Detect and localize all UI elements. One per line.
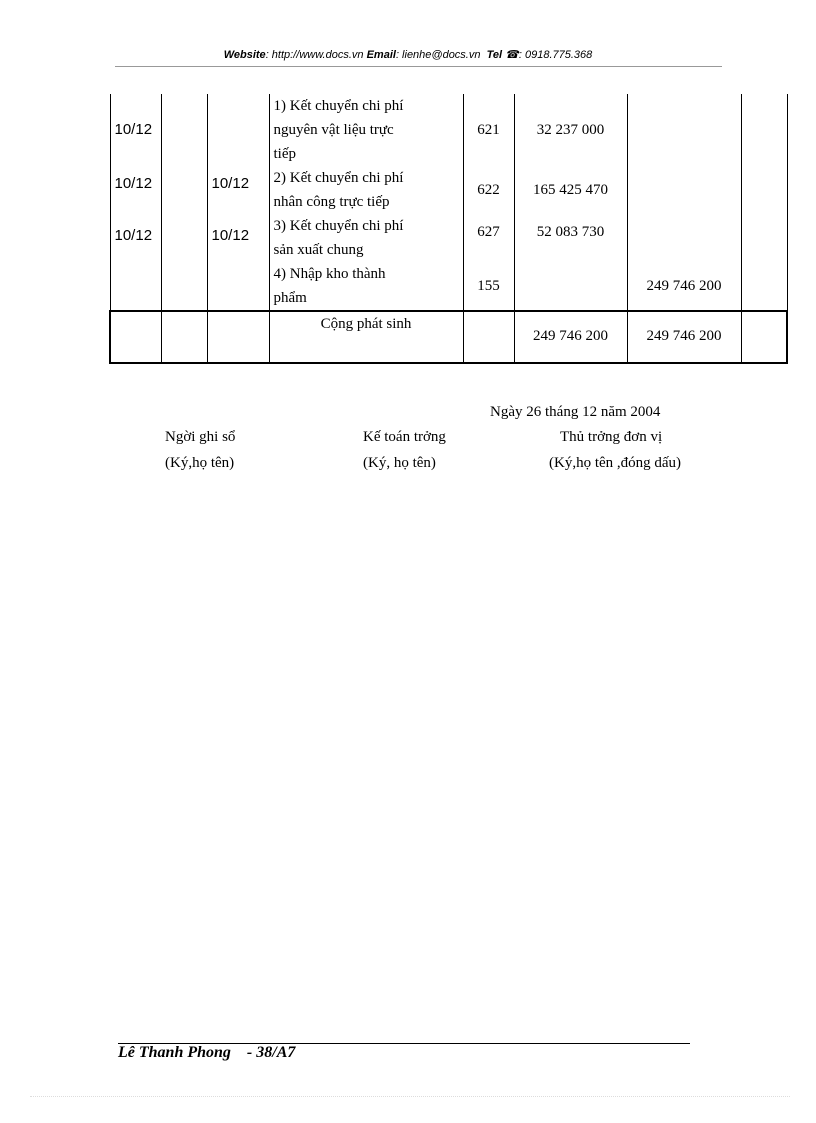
signer-note-recorder: (Ký,họ tên): [165, 455, 235, 471]
date-cell: 10/12: [110, 214, 161, 262]
credit-cell: [627, 214, 741, 262]
credit-cell: [627, 94, 741, 166]
bottom-border: [30, 1096, 790, 1097]
account-cell: 622: [463, 166, 514, 214]
signer-note-head: (Ký,họ tên ,đóng dấu): [549, 455, 682, 471]
total-debit: 249 746 200: [514, 311, 627, 363]
website-url[interactable]: : http://www.docs.vn: [265, 49, 364, 61]
doc-number-cell: [161, 214, 207, 262]
date-cell: [110, 262, 161, 311]
doc-date-cell: 10/12: [207, 166, 269, 214]
website-label: Website: [223, 49, 266, 61]
debit-cell: 52 083 730: [514, 214, 627, 262]
credit-cell: [627, 166, 741, 214]
signer-note-chief-accountant: (Ký, họ tên): [363, 455, 436, 471]
tel-number: : 0918.775.368: [518, 49, 593, 61]
signer-role-head: Thủ trởng đơn vị: [560, 429, 663, 445]
debit-cell: [514, 262, 627, 311]
signer-role-recorder: Ngời ghi sổ: [165, 429, 236, 445]
total-row: [110, 311, 787, 363]
total-credit: 249 746 200: [627, 311, 741, 363]
signature-date: Ngày 26 tháng 12 năm 2004: [490, 404, 661, 420]
note-cell: [741, 262, 787, 311]
email-address[interactable]: : lienhe@docs.vn: [395, 49, 481, 61]
table-row: [110, 94, 787, 166]
doc-number-cell: [161, 262, 207, 311]
ledger-table: [109, 94, 788, 364]
page-footer: [118, 1044, 295, 1062]
doc-number-cell: [161, 166, 207, 214]
note-cell: [741, 166, 787, 214]
date-cell: 10/12: [110, 166, 161, 214]
description-cell: 1) Kết chuyển chi phí nguyên vật liệu trực tiếp: [269, 94, 463, 166]
account-cell: 627: [463, 214, 514, 262]
header-divider: [115, 66, 722, 67]
signer-role-chief-accountant: Kế toán trởng: [363, 429, 446, 445]
table-row: [110, 166, 787, 214]
page-header: [0, 48, 816, 61]
description-cell: 4) Nhập kho thành phẩm: [269, 262, 463, 311]
doc-date-cell: [207, 262, 269, 311]
page-number: - 38/A7: [246, 1044, 296, 1061]
tel-label: Tel: [486, 49, 503, 61]
phone-icon: ☎: [505, 49, 519, 61]
note-cell: [741, 214, 787, 262]
debit-cell: 165 425 470: [514, 166, 627, 214]
doc-date-cell: [207, 94, 269, 166]
author-name: Lê Thanh Phong: [118, 1044, 231, 1061]
date-cell: 10/12: [110, 94, 161, 166]
doc-date-cell: 10/12: [207, 214, 269, 262]
description-cell: 3) Kết chuyển chi phí sản xuất chung: [269, 214, 463, 262]
table-row: [110, 214, 787, 262]
note-cell: [741, 94, 787, 166]
account-cell: 621: [463, 94, 514, 166]
email-label: Email: [366, 49, 396, 61]
debit-cell: 32 237 000: [514, 94, 627, 166]
description-cell: 2) Kết chuyển chi phí nhân công trực tiếp: [269, 166, 463, 214]
table-row: [110, 262, 787, 311]
total-label: Cộng phát sinh: [269, 311, 463, 363]
doc-number-cell: [161, 94, 207, 166]
account-cell: 155: [463, 262, 514, 311]
credit-cell: 249 746 200: [627, 262, 741, 311]
